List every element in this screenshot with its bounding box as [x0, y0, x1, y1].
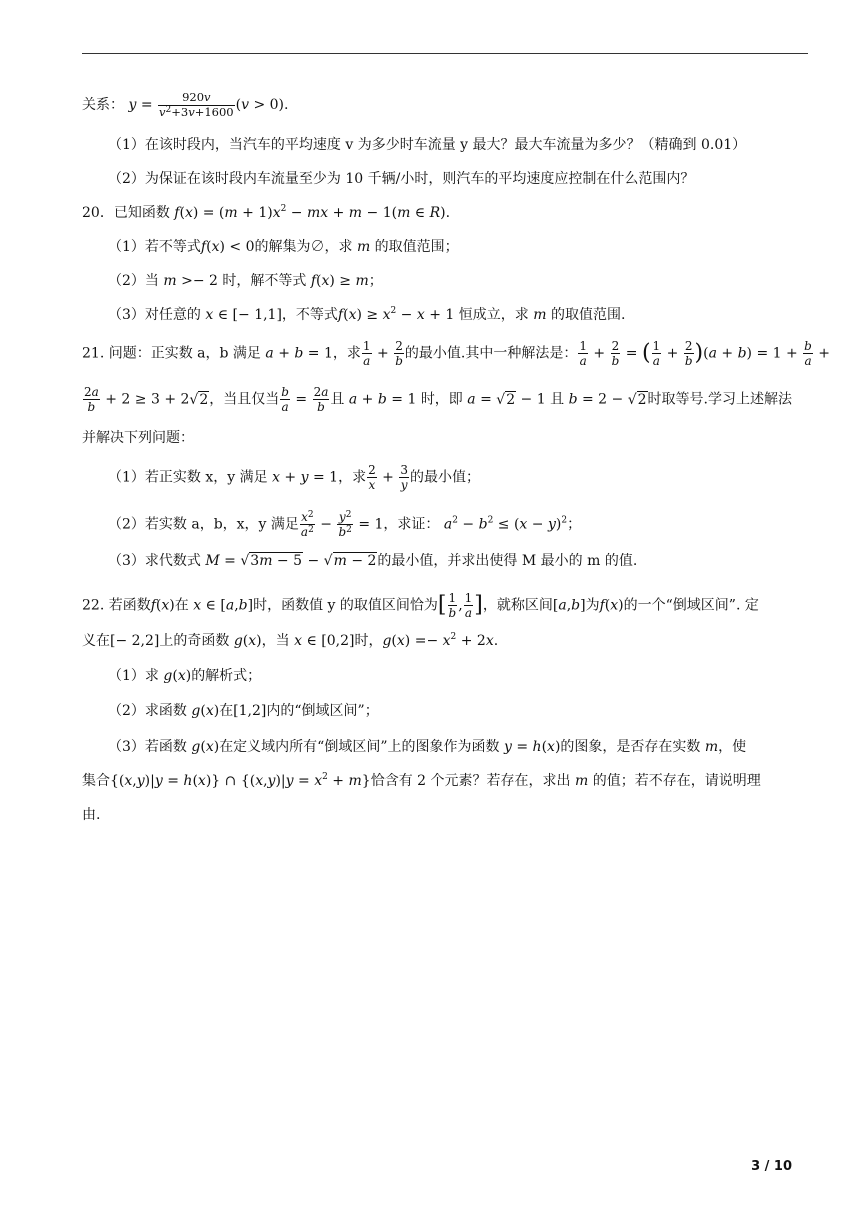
p21-sub2: （2）若实数 a，b，x，y 满足 $\frac{x^2}{a^2}$ − $\frac{y^2}{b^2}$ = 1，求证： $a^2 - b^2 \le (x - y)^2$； — [108, 510, 582, 539]
p22-sub3-line3: 由. — [82, 807, 101, 823]
p21-stem-line3: 并解决下列问题： — [82, 430, 194, 446]
p19-intro-label: 关系： — [82, 97, 124, 113]
p19-sub1: （1）在该时段内，当汽车的平均速度 v 为多少时车流量 y 最大？最大车流量为多少？（精确到 0.01） — [108, 137, 747, 153]
p21-sub1: （1）若正实数 x，y 满足 x + y = 1，求 $\frac{2}{x}$ + $\frac{3}{y}$ 的最小值； — [108, 463, 481, 492]
p20-sub1: （1）若不等式f(x) < 0的解集为∅，求 m 的取值范围； — [108, 239, 459, 255]
p22-sub2: （2）求函数 g(x)在[1,2]内的“倒域区间”； — [108, 703, 379, 719]
p21-stem-line2: $\frac{2a}{b}$ + 2 ≥ 3 + 2√2，当且仅当 $\frac{b}{a}$ = $\frac{2a}{b}$ 且 a + b = 1 时，即 a = √2 − 1 且 b = 2 − √2时取等号.学习上述解法 — [84, 385, 792, 414]
p19-formula-line: 关系： y = $\frac{920v}{v^2+3v+1600}$ (v > 0). — [82, 90, 289, 119]
p20-sub3: （3）对任意的 x ∈ [− 1,1]，不等式$f(x) \ge x^2 - x + 1$ 恒成立，求 m 的取值范围. — [108, 306, 626, 323]
p22-stem-line2: 义在[− 2,2]上的奇函数 g(x)，当 x ∈ [0,2]时，$g(x) =- x^2 + 2x$. — [82, 632, 499, 649]
p20-sub2: （2）当 m >− 2 时，解不等式 f(x) ≥ m； — [108, 273, 383, 289]
page-number: 3 / 10 — [751, 1159, 792, 1174]
p22-sub3-line1: （3）若函数 g(x)在定义域内所有“倒域区间”上的图象作为函数 y = h(x)的图象，是否存在实数 m，使 — [108, 739, 747, 755]
p22-sub3-line2: 集合{(x,y)|y = h(x)} ∩ $\{(x,y)|y = x^2 + m\}$恰含有 2 个元素？若存在，求出 m 的值；若不存在，请说明理 — [82, 772, 761, 789]
p20-stem: 20．已知函数 $f(x) = (m + 1)x^2$ − mx + m − 1(m ∈ R). — [82, 204, 451, 221]
p21-number: 21. 问题：正实数 a，b 满足 — [82, 345, 261, 362]
p21-stem-line1: 21. 问题：正实数 a，b 满足 a + b = 1，求 $\frac{1}{a}$ + $\frac{2}{b}$ 的最小值.其中一种解法是： $\frac{1}{a}$ + $\frac{2}{b}$ = ( $\frac{1}{a}$ + $\frac{2}{b}$ )(a + b) = 1 + $\frac{b}{a}$ + — [82, 339, 831, 368]
p22-stem-line1: 22. 若函数f(x)在 x ∈ [a,b]时，函数值 y 的取值区间恰为[ $\frac{1}{b}$ , $\frac{1}{a}$ ]，就称区间[a,b]为f(x)的一个“倒域区间”. 定 — [82, 591, 759, 620]
header-rule — [82, 53, 808, 54]
p20-number: 20．已知函数 — [82, 205, 170, 221]
p21-sub3: （3）求代数式 M = √3m − 5 − √m − 2的最小值，并求出使得 M 最小的 m 的值. — [108, 553, 638, 569]
p22-number: 22. 若函数 — [82, 597, 151, 614]
p19-sub2: （2）为保证在该时段内车流量至少为 10 千辆/小时，则汽车的平均速度应控制在什么范围内？ — [108, 171, 695, 187]
p22-sub1: （1）求 g(x)的解析式； — [108, 668, 262, 684]
